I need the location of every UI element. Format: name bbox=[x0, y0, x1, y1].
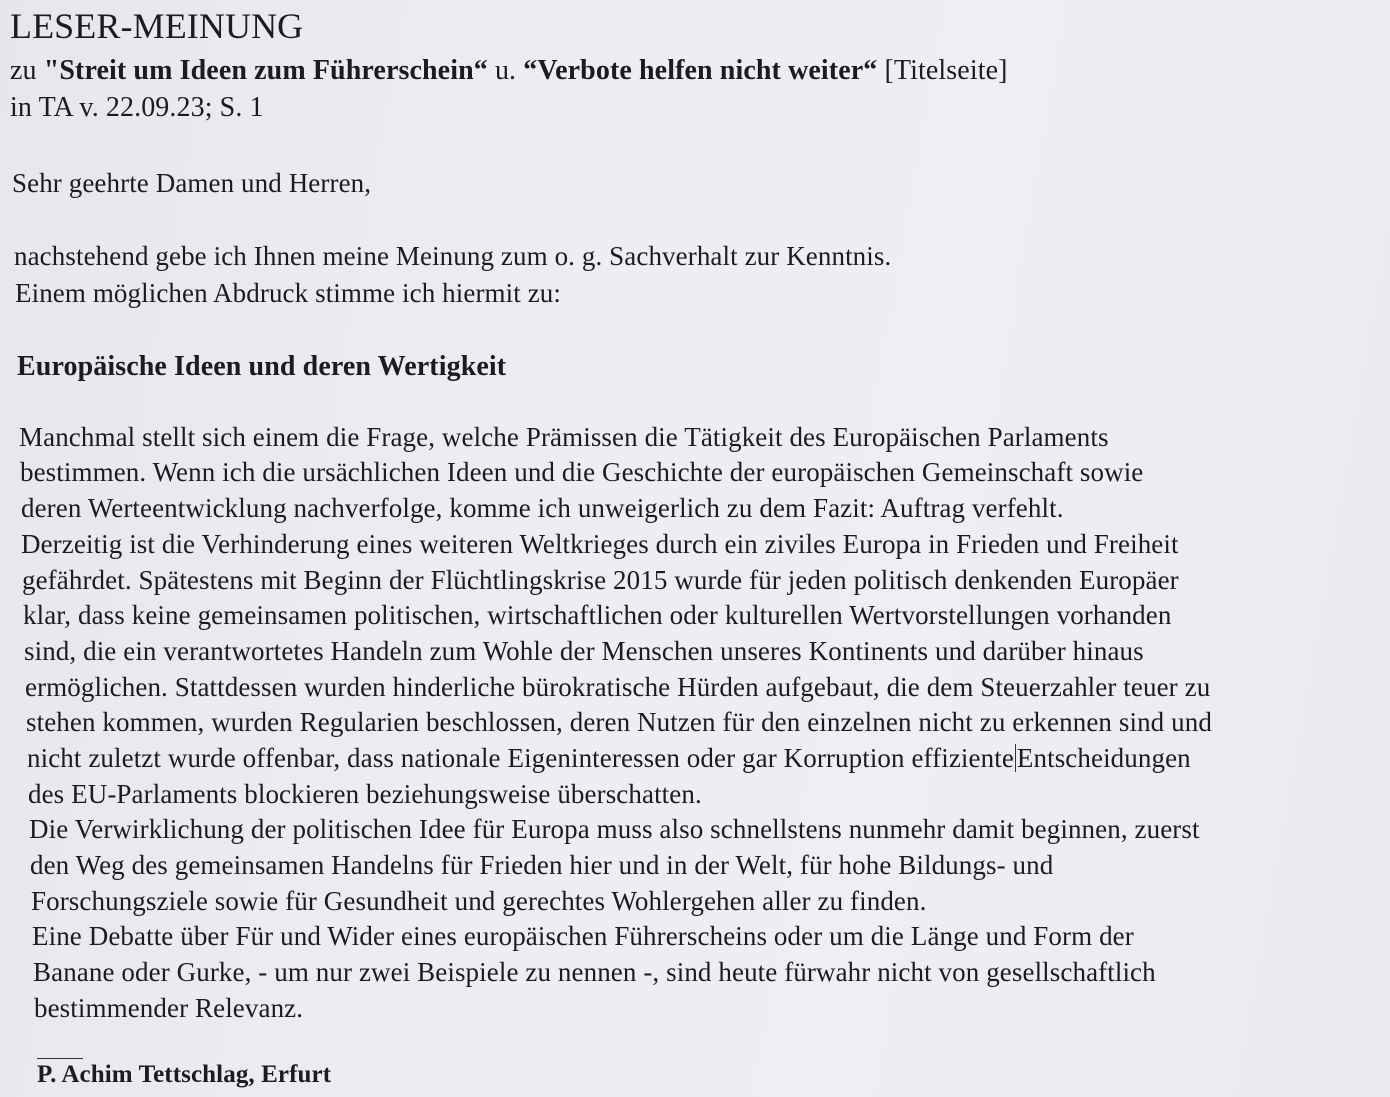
author-signature: P. Achim Tettschlag, Erfurt bbox=[37, 1061, 332, 1088]
article-line bbox=[27, 741, 1191, 777]
article-line-text-continued: Entscheidungen bbox=[1016, 743, 1191, 773]
article-line: gefährdet. Spätestens mit Beginn der Flüchtlingskrise 2015 wurde für jeden politisch denkenden Europäer bbox=[22, 565, 1179, 595]
article-line: sind, die ein verantwortetes Handeln zum Wohle der Menschen unseres Kontinents und darüber hinaus bbox=[24, 636, 1144, 666]
article-line: Manchmal stellt sich einem die Frage, welche Prämissen die Tätigkeit des Europäischen Parlaments bbox=[19, 422, 1109, 452]
page-title: LESER-MEINUNG bbox=[10, 6, 304, 46]
article-line: deren Werteentwicklung nachverfolge, komme ich unweigerlich zu dem Fazit: Auftrag verfehlt. bbox=[21, 493, 1064, 523]
article-line: klar, dass keine gemeinsamen politischen, wirtschaftlichen oder kulturellen Wertvorstellungen vorhanden bbox=[23, 600, 1172, 630]
article-line: ermöglichen. Stattdessen wurden hinderliche bürokratische Hürden aufgebaut, die dem Steuerzahler teuer zu bbox=[25, 672, 1211, 702]
article-line: stehen kommen, wurden Regularien beschlossen, deren Nutzen für den einzelnen nicht zu erkennen sind und bbox=[26, 707, 1212, 737]
article-line: Derzeitig ist die Verhinderung eines weiteren Weltkrieges durch ein ziviles Europa in Frieden und Freiheit bbox=[21, 529, 1179, 559]
article-line: Forschungsziele sowie für Gesundheit und gerechtes Wohlergehen aller zu finden. bbox=[31, 886, 927, 916]
article-line: bestimmender Relevanz. bbox=[34, 993, 304, 1023]
article-reference bbox=[10, 53, 1008, 89]
article-line: Banane oder Gurke, - um nur zwei Beispiele zu nennen -, sind heute fürwahr nicht von gesellschaftlich bbox=[33, 957, 1156, 987]
intro-line-1: nachstehend gebe ich Ihnen meine Meinung zum o. g. Sachverhalt zur Kenntnis. bbox=[14, 241, 892, 271]
article-line-text: nicht zuletzt wurde offenbar, dass nationale Eigeninteressen oder gar Korruption effiziente bbox=[27, 743, 1014, 773]
article-line: Eine Debatte über Für und Wider eines europäischen Führerscheins oder um die Länge und Form der bbox=[32, 921, 1134, 951]
article-line: des EU-Parlaments blockieren beziehungsweise überschatten. bbox=[28, 779, 702, 809]
ref-article-1: "Streit um Ideen zum Führerschein“ bbox=[43, 55, 488, 86]
article-line: Die Verwirklichung der politischen Idee für Europa muss also schnellstens nunmehr damit beginnen, zuerst bbox=[29, 814, 1200, 844]
article-heading: Europäische Ideen und deren Wertigkeit bbox=[17, 351, 507, 382]
text-cursor bbox=[1015, 744, 1016, 772]
ref-suffix: [Titelseite] bbox=[877, 55, 1008, 86]
article-line: bestimmen. Wenn ich die ursächlichen Ideen und die Geschichte der europäischen Gemeinschaft sowie bbox=[20, 457, 1144, 487]
intro-line-2: Einem möglichen Abdruck stimme ich hiermit zu: bbox=[15, 278, 561, 308]
article-line: den Weg des gemeinsamen Handelns für Frieden hier und in der Welt, für hohe Bildungs- und bbox=[30, 850, 1054, 880]
salutation: Sehr geehrte Damen und Herren, bbox=[12, 168, 372, 198]
ref-joiner: u. bbox=[487, 55, 524, 86]
publication-info: in TA v. 22.09.23; S. 1 bbox=[10, 92, 264, 123]
ref-article-2: “Verbote helfen nicht weiter“ bbox=[523, 55, 878, 86]
ref-prefix: zu bbox=[10, 55, 44, 86]
